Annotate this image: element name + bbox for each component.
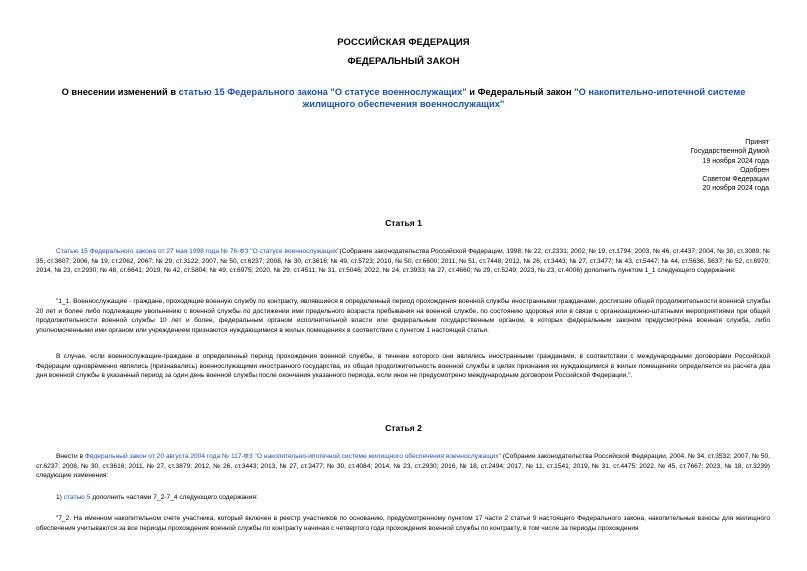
article1-heading: Статья 1 bbox=[385, 218, 422, 228]
header-country: РОССИЙСКАЯ ФЕДЕРАЦИЯ bbox=[337, 37, 470, 48]
title-middle: и Федеральный закон bbox=[466, 87, 575, 97]
article2-paragraph2: "7_2. На именном накопительном счете участника, который включен в реестр участников по основанию, предусмотренному пунктом 17 части 2 статьи 9 настоящего Федерального закона, накопительные взносы для жилищного обеспечения учитываются за все периоды прохождения военной службы по контракту начиная с четвертого года прохождения военной службы по контракту, в том числе за периоды прохождения bbox=[36, 515, 770, 532]
item1-prefix: 1) bbox=[56, 494, 64, 501]
article2-paragraph1 bbox=[36, 452, 770, 481]
article2-p1-text: (Собрание законодательства Российской Федерации, 2004, № 34, ст.3532; 2007, № 50, ст.6237; 2008, № 30, ст.3616; 2011, № 27, ст.3879; 2012, № 26, ст.3443; 2013, № 27, ст.3477; № 30, ст.4084; 2014, № 23, ст.2930; 2016, № 18, ст.2494; 2017, № 11, ст.1541; 2019, № 31, ст.4475; 2022, № 45, ст.7667; 2023, № 18, ст.3239) следующие изменения: bbox=[36, 453, 771, 480]
item1-text: дополнить частями 7_2-7_4 следующего содержания: bbox=[90, 494, 258, 501]
adoption-line: 19 ноября 2024 года bbox=[702, 157, 769, 165]
title-link-nis-law[interactable]: "О накопительно-ипотечной системе жилищного обеспечения военнослужащих" bbox=[302, 87, 746, 109]
adoption-block bbox=[690, 138, 769, 194]
adoption-line: Государственной Думой bbox=[690, 148, 769, 156]
item1-link-article5[interactable]: статью 5 bbox=[63, 494, 91, 501]
article1-p1-text: (Собрание законодательства Российской Федерации, 1998, № 22, ст.2331; 2002, № 19, ст.1794; 2003, № 46, ст.4437; 2004, № 30, ст.3089; № 35, ст.3607; 2006, № 19, ст.2062, 2067; № 29, ст.3122; 2007, № 50, ст.6237; 2008, № 30, ст.3616; № 49, ст.5723; 2010, № 50, ст.6600; 2011, № 51, ст.7448; 2012, № 26, ст.3443; № 27, ст.3477; № 43, ст.5447; № 44, ст.5636, 5637; № 52, ст.6970; 2014, № 23, ст.2930; № 48, ст.6641; 2019, № 42, ст.5804; № 49, ст.6975; 2020, № 29, ст.4511; № 31, ст.5046; 2022, № 24, ст.3933; № 27, ст.4660; № 29, ст.5249; 2023, № 23, ст.4006) дополнить пунктом 1_1 следующего содержания: bbox=[36, 248, 770, 275]
article1-paragraph1 bbox=[36, 247, 770, 276]
article1-paragraph3: В случае, если военнослужащие-граждане в определенный период прохождения военной службы, в течение которого они являлись иностранными гражданами, в соответствии с международными договорами Российской Федерации одновременно являлись (признавались) военнослужащими иностранного государства, их общая продолжительность военной службы в целях признания их нуждающимися в жилых помещениях определяется из расчета два дня военной службы в указанный период за один день военной службы после окончания указанного периода, если иное не предусмотрено международным договором Российской Федерации.". bbox=[36, 353, 770, 380]
title-prefix: О внесении изменений в bbox=[61, 87, 179, 97]
adoption-line: Одобрен bbox=[740, 166, 769, 174]
article2-item1 bbox=[36, 493, 770, 503]
adoption-line: Принят bbox=[745, 139, 769, 146]
article2-link-law117[interactable]: Федеральный закон от 20 августа 2004 года № 117-ФЗ "О накопительно-ипотечной системе жилищного обеспечения военнослужащих" bbox=[84, 453, 501, 460]
article2-heading: Статья 2 bbox=[385, 423, 422, 433]
adoption-line: 20 ноября 2024 года bbox=[702, 185, 769, 193]
article1-link-law76[interactable]: Статью 15 Федерального закона от 27 мая 1998 года № 76-ФЗ "О статусе военнослужащих" bbox=[56, 248, 340, 255]
article1-paragraph2: "1_1. Военнослужащие - граждане, проходящие военную службу по контракту, являвшиеся в определенный период прохождения военной службы иностранными гражданами, достигшие общей продолжительности военной службы 20 лет и более либо подлежащие увольнению с военной службы по достижении ими предельного возраста пребывания на военной службе, по состоянию здоровья или в связи с организационно-штатными мероприятиями при общей продолжительности военной службы 10 лет и более, федеральным органом исполнительной власти или федеральным государственным органом, в которых федеральным законом предусмотрена военная служба, либо уполномоченными ими органом или учреждением признаются нуждающимися в жилых помещениях в соответствии с пунктом 1 настоящей статьи. bbox=[36, 298, 770, 334]
adoption-line: Советом Федерации bbox=[702, 176, 769, 184]
title-link-article15[interactable]: статью 15 Федерального закона "О статусе военнослужащих" bbox=[178, 87, 467, 97]
header-doc-type: ФЕДЕРАЛЬНЫЙ ЗАКОН bbox=[347, 56, 460, 67]
article2-p1-prefix: Внести в bbox=[56, 453, 85, 460]
law-title bbox=[40, 86, 767, 110]
